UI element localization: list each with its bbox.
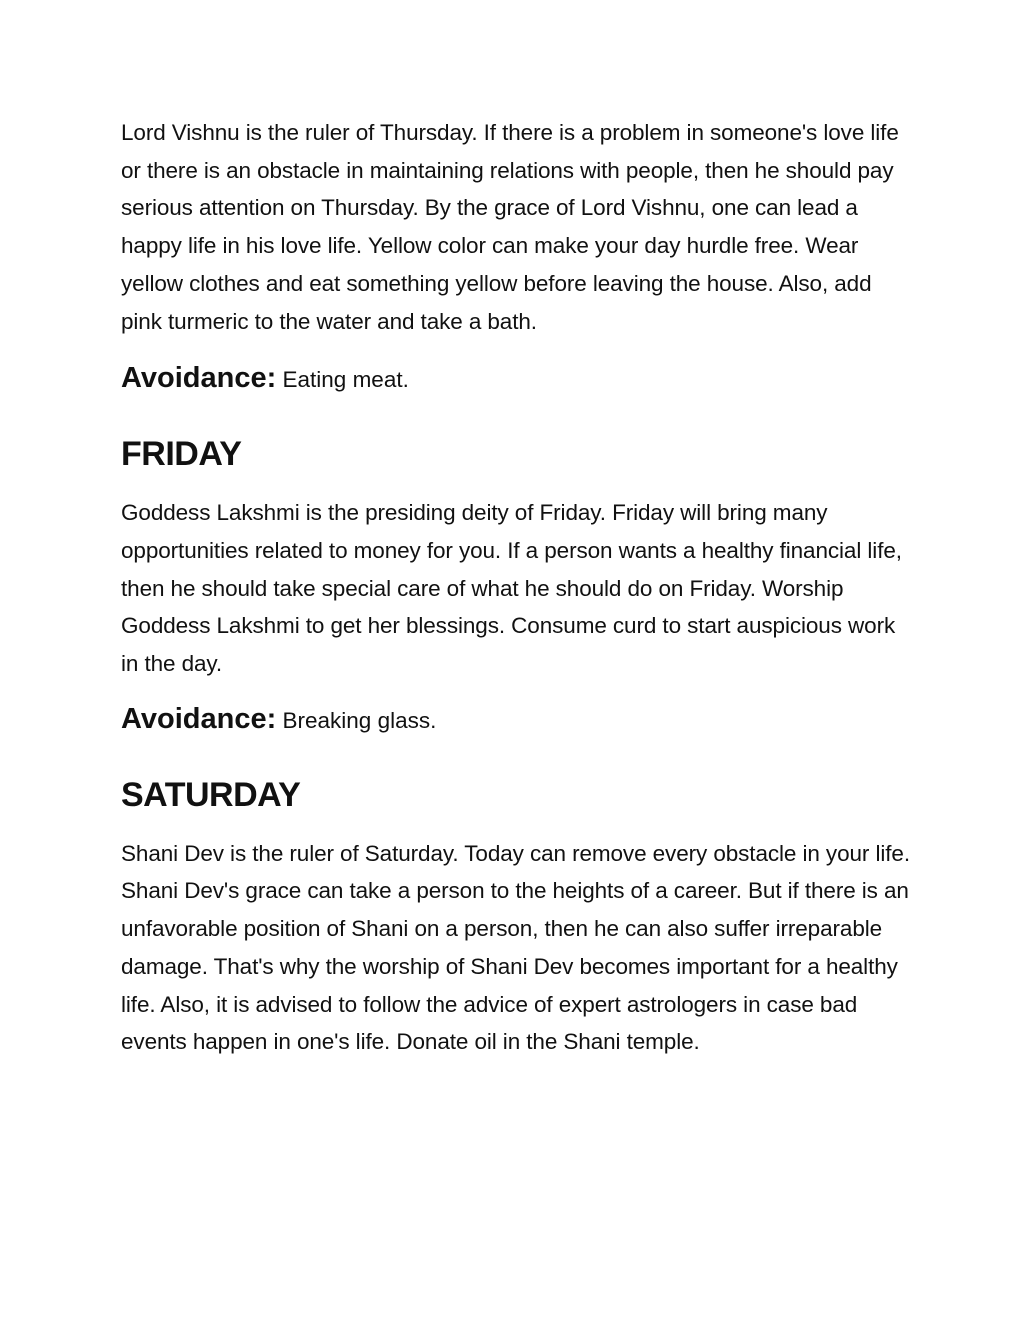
avoidance-label: Avoidance: [121,362,277,395]
thursday-paragraph: Lord Vishnu is the ruler of Thursday. If there is a problem in someone's love life or there is an obstacle in maintaining relations with people, then he should pay serious attention on Thursday. By the grace of Lord Vishnu, one can lead a happy life in his love life. Yellow color can make your day hurdle free. Wear yellow clothes and eat something yellow before leaving the house. Also, add pink turmeric to the water and take a bath. [121,120,899,334]
avoidance-text: Eating meat. [282,367,409,393]
saturday-heading: SATURDAY [121,775,301,814]
avoidance-text: Breaking glass. [282,707,437,733]
friday-heading: FRIDAY [121,435,242,474]
saturday-paragraph: Shani Dev is the ruler of Saturday. Today can remove every obstacle in your life. Shani Dev's grace can take a person to the heights of a career. But if there is an unfavorable position of Shani on a person, then he can also suffer irreparable damage. That's why the worship of Shani Dev becomes important for a healthy life. Also, it is advised to follow the advice of expert astrologers in case bad events happen in one's life. Donate oil in the Shani temple. [121,840,910,1055]
document-page [121,114,911,1061]
avoidance-label: Avoidance: [121,702,277,735]
thursday-avoidance [121,358,911,400]
friday-avoidance [121,699,911,741]
friday-paragraph: Goddess Lakshmi is the presiding deity of Friday. Friday will bring many opportunities related to money for you. If a person wants a healthy financial life, then he should take special care of what he should do on Friday. Worship Goddess Lakshmi to get her blessings. Consume curd to start auspicious work in the day. [121,500,902,677]
